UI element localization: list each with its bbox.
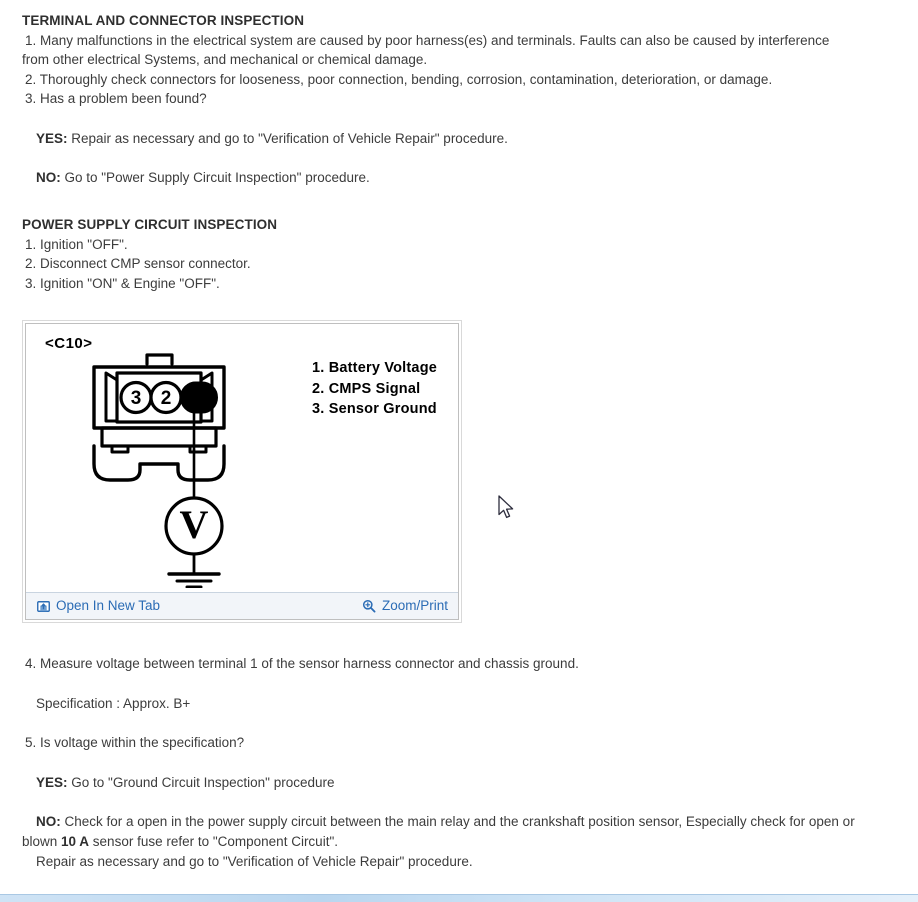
- figure-toolbar: [26, 592, 458, 619]
- terminal-number-3: 3: [130, 388, 142, 410]
- voltmeter-symbol: V: [179, 502, 209, 548]
- power-supply-answer-no-line-1: [0, 812, 918, 832]
- power-supply-step-3: 3. Ignition "ON" & Engine "OFF".: [25, 275, 220, 291]
- terminal-step-1-line-1: 1. Many malfunctions in the electrical system are caused by poor harness(es) and terminals. Faults can also be caused by interference: [25, 32, 830, 48]
- open-in-new-tab-icon: [37, 600, 50, 613]
- power-supply-step-4: 4. Measure voltage between terminal 1 of the sensor harness connector and chassis ground.: [25, 656, 579, 672]
- power-supply-answer-yes-label: YES:: [36, 774, 68, 790]
- terminal-answer-yes-label: YES:: [36, 130, 68, 146]
- open-in-new-tab-button[interactable]: [37, 596, 160, 616]
- terminal-step-1-line-2: from other electrical Systems, and mechanical or chemical damage.: [22, 52, 428, 68]
- power-supply-inspection-heading: POWER SUPPLY CIRCUIT INSPECTION: [22, 216, 278, 232]
- open-in-new-tab-label: Open In New Tab: [56, 598, 161, 614]
- connector-figure-frame: [25, 323, 459, 620]
- terminal-answer-no-text: Go to "Power Supply Circuit Inspection" procedure.: [60, 170, 370, 186]
- power-supply-answer-no-text-2-pre: blown: [22, 834, 62, 849]
- pin-legend-item-2: 2. CMPS Signal: [312, 380, 421, 397]
- power-supply-step-2: 2. Disconnect CMP sensor connector.: [25, 256, 251, 272]
- power-supply-answer-no-label: NO:: [36, 814, 61, 830]
- bottom-accent-bar: [0, 894, 918, 902]
- terminal-inspection-heading: TERMINAL AND CONNECTOR INSPECTION: [22, 13, 305, 28]
- power-supply-answer-yes-text: Go to "Ground Circuit Inspection" procedure: [67, 774, 335, 790]
- pin-legend: [312, 358, 437, 420]
- power-supply-answer-no-line-2: [0, 832, 918, 852]
- connector-schematic-drawing: [84, 346, 284, 588]
- connector-designation-label: <C10>: [45, 335, 93, 353]
- pin-legend-item-3: 3. Sensor Ground: [312, 401, 437, 418]
- connector-figure-canvas: [26, 324, 458, 592]
- mouse-cursor: [498, 495, 516, 527]
- zoom-print-button[interactable]: [362, 596, 448, 616]
- terminal-step-3: 3. Has a problem been found?: [25, 91, 207, 107]
- power-supply-step-1: 1. Ignition "OFF".: [25, 236, 128, 252]
- specification-text: Specification : Approx. B+: [36, 695, 191, 711]
- terminal-step-2: 2. Thoroughly check connectors for looseness, poor connection, bending, corrosion, contamination, deterioration, or damage.: [25, 71, 773, 87]
- terminal-answer-no-label: NO:: [36, 170, 61, 186]
- power-supply-answer-yes: [0, 773, 918, 793]
- power-supply-step-5: 5. Is voltage within the specification?: [25, 735, 245, 751]
- connector-figure-card: [22, 320, 462, 623]
- magnifier-plus-icon: [362, 599, 376, 613]
- terminal-answer-yes-text: Repair as necessary and go to "Verification of Vehicle Repair" procedure.: [67, 130, 508, 146]
- terminal-answer-no: [0, 168, 918, 188]
- terminal-number-2: 2: [160, 388, 172, 410]
- pin-legend-item-1: 1. Battery Voltage: [312, 360, 438, 377]
- terminal-answer-yes: [0, 129, 918, 149]
- power-supply-answer-no-text-1: Check for a open in the power supply circuit between the main relay and the crankshaft position sensor, Especially check for open or: [60, 814, 855, 830]
- fuse-rating-value: 10 A: [61, 834, 90, 849]
- zoom-print-label: Zoom/Print: [381, 598, 448, 614]
- power-supply-answer-no-text-2-post: sensor fuse refer to "Component Circuit".: [89, 834, 338, 849]
- power-supply-answer-no-line-3: Repair as necessary and go to "Verification of Vehicle Repair" procedure.: [36, 853, 473, 869]
